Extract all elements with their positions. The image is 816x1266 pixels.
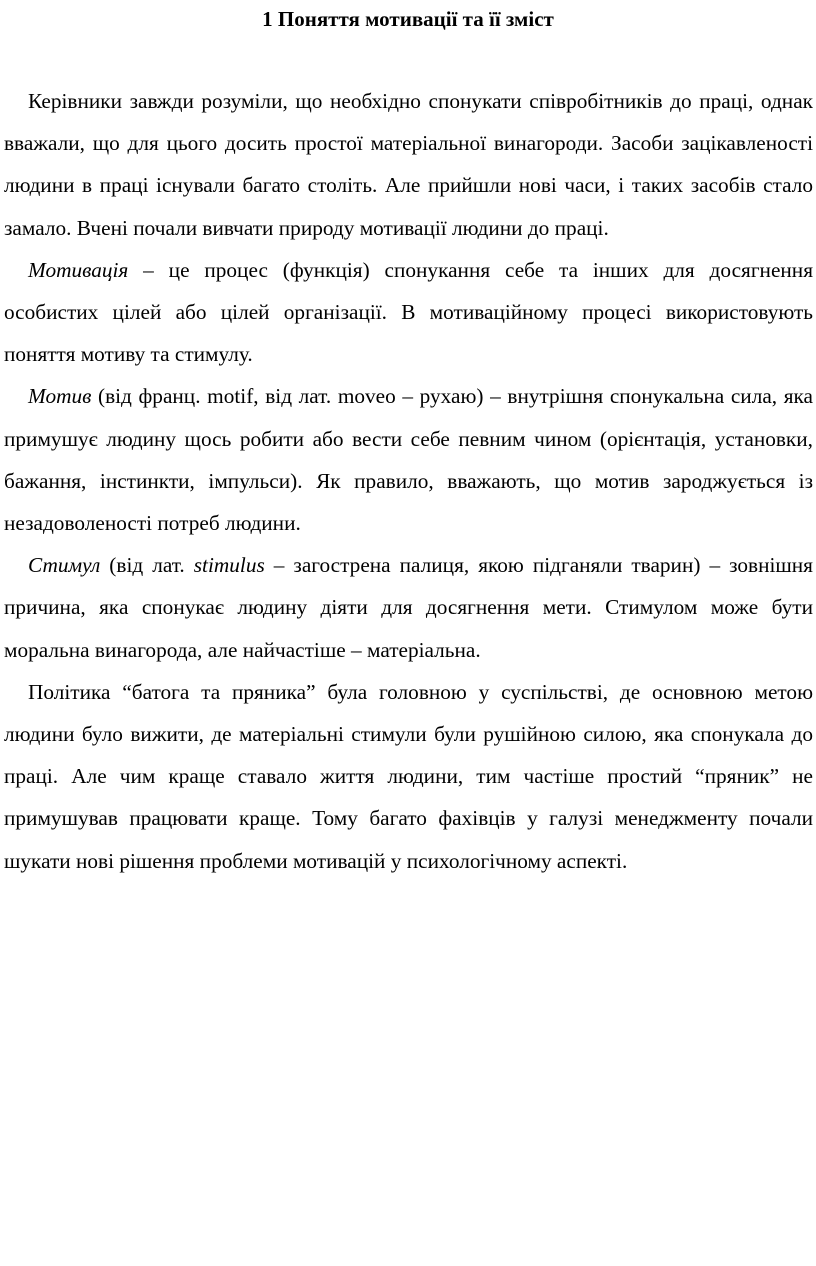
paragraph-stimulus-definition	[4, 544, 813, 671]
term-stimulus: Стимул	[28, 553, 101, 578]
paragraph-intro: Керівники завжди розуміли, що необхідно спонукати співробітників до праці, однак вважали, що для цього досить простої матеріальної винагороди. Засоби зацікавленості людини в праці існували багато століть. Але прийшли нові часи, і таких засобів стало замало. Вчені почали вивчати природу мотивації людини до праці.	[4, 89, 813, 240]
term-motive: Мотив	[28, 384, 92, 409]
term-motivation: Мотивація	[28, 257, 129, 282]
document-body	[4, 80, 813, 882]
document-title: 1 Поняття мотивації та її зміст	[262, 7, 554, 31]
paragraph-motivation-definition	[4, 249, 813, 376]
stimulus-text-before: (від лат.	[100, 553, 194, 578]
latin-term-stimulus: stimulus	[193, 553, 265, 578]
paragraph-carrot-and-stick: Політика “батога та пряника” була головною у суспільстві, де основною метою людини було вижити, де матеріальні стимули були рушійною силою, яка спонукала до праці. Але чим краще ставало життя людини, тим частіше простий “пряник” не примушував працювати краще. Тому багато фахівців у галузі менеджменту почали шукати нові рішення проблеми мотивацій у психологічному аспекті.	[4, 679, 813, 873]
paragraph-motive-definition	[4, 375, 813, 544]
stimulus-text-after: – загострена палиця, якою підганяли тварин) – зовнішня причина, яка спонукає людину діяти для досягнення мети. Стимулом може бути моральна винагорода, але найчастіше – матеріальна.	[4, 553, 813, 662]
motivation-definition-text: – це процес (функція) спонукання себе та інших для досягнення особистих цілей або цілей організації. В мотиваційному процесі використовують поняття мотиву та стимулу.	[4, 257, 813, 367]
motive-definition-text: (від франц. motif, від лат. moveo – рухаю) – внутрішня спонукальна сила, яка примушує людину щось робити або вести себе певним чином (орієнтація, установки, бажання, інстинкти, імпульси). Як правило, вважають, що мотив зароджується із незадоволеності потреб людини.	[4, 384, 813, 536]
